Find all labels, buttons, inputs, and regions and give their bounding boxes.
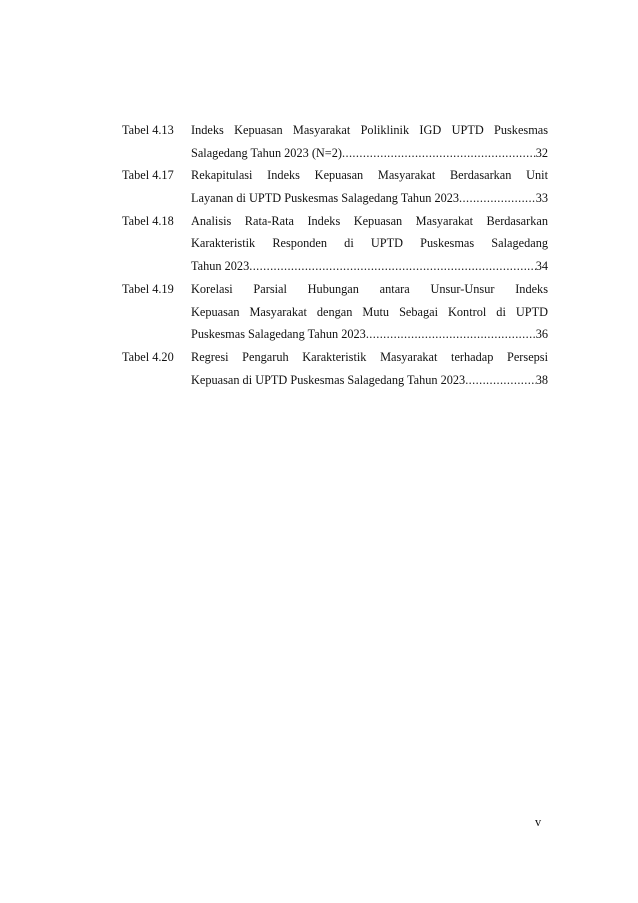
entry-title bbox=[191, 210, 548, 278]
entry-last-line bbox=[191, 142, 548, 165]
entry-page-number: 33 bbox=[535, 191, 548, 206]
entry-last-line bbox=[191, 255, 548, 278]
entry-title-line: Layanan di UPTD Puskesmas Salagedang Tahun 2023 bbox=[191, 191, 460, 206]
dot-leader bbox=[342, 142, 536, 165]
entry-label: Tabel 4.13 bbox=[122, 123, 174, 137]
dot-leader bbox=[249, 255, 535, 278]
entry-title-line: Kepuasan Masyarakat dengan Mutu Sebagai Kontrol di UPTD bbox=[191, 304, 548, 319]
dot-leader bbox=[366, 323, 536, 346]
toc-entry[interactable] bbox=[122, 346, 548, 391]
entry-title-line: Analisis Rata-Rata Indeks Kepuasan Masyarakat Berdasarkan bbox=[191, 213, 548, 228]
toc-entry[interactable] bbox=[122, 164, 548, 209]
entry-label: Tabel 4.20 bbox=[122, 349, 174, 364]
table-of-contents bbox=[122, 119, 548, 391]
toc-entry[interactable] bbox=[122, 119, 548, 164]
entry-title-line: Korelasi Parsial Hubungan antara Unsur-Unsur Indeks bbox=[191, 281, 548, 296]
entry-label: Tabel 4.17 bbox=[122, 168, 174, 183]
entry-title-line: Salagedang Tahun 2023 (N=2) bbox=[191, 145, 342, 160]
dot-leader bbox=[465, 369, 536, 392]
entry-label: Tabel 4.19 bbox=[122, 281, 174, 296]
entry-last-line bbox=[191, 323, 548, 346]
entry-label: Tabel 4.18 bbox=[122, 213, 174, 228]
entry-page-number: 38 bbox=[535, 372, 548, 387]
entry-title bbox=[191, 346, 548, 391]
entry-title bbox=[191, 119, 548, 164]
entry-title-line: Karakteristik Responden di UPTD Puskesmas Salagedang bbox=[191, 236, 548, 251]
entry-page-number: 32 bbox=[535, 145, 548, 160]
dot-leader bbox=[459, 187, 536, 210]
entry-title-line: Indeks Kepuasan Masyarakat Poliklinik IGD UPTD Puskesmas bbox=[191, 123, 548, 137]
toc-entry[interactable] bbox=[122, 210, 548, 278]
entry-title-line: Tahun 2023 bbox=[191, 259, 250, 274]
entry-title bbox=[191, 164, 548, 209]
entry-title-line: Rekapitulasi Indeks Kepuasan Masyarakat Berdasarkan Unit bbox=[191, 168, 548, 183]
entry-title-line: Regresi Pengaruh Karakteristik Masyarakat terhadap Persepsi bbox=[191, 349, 548, 364]
entry-title bbox=[191, 278, 548, 346]
entry-page-number: 36 bbox=[535, 327, 548, 342]
entry-page-number: 34 bbox=[535, 259, 548, 274]
page-number: v bbox=[535, 815, 542, 829]
entry-title-line: Kepuasan di UPTD Puskesmas Salagedang Tahun 2023 bbox=[191, 372, 466, 387]
toc-entry[interactable] bbox=[122, 278, 548, 346]
entry-title-line: Puskesmas Salagedang Tahun 2023 bbox=[191, 327, 366, 342]
entry-last-line bbox=[191, 187, 548, 210]
entry-last-line bbox=[191, 369, 548, 392]
